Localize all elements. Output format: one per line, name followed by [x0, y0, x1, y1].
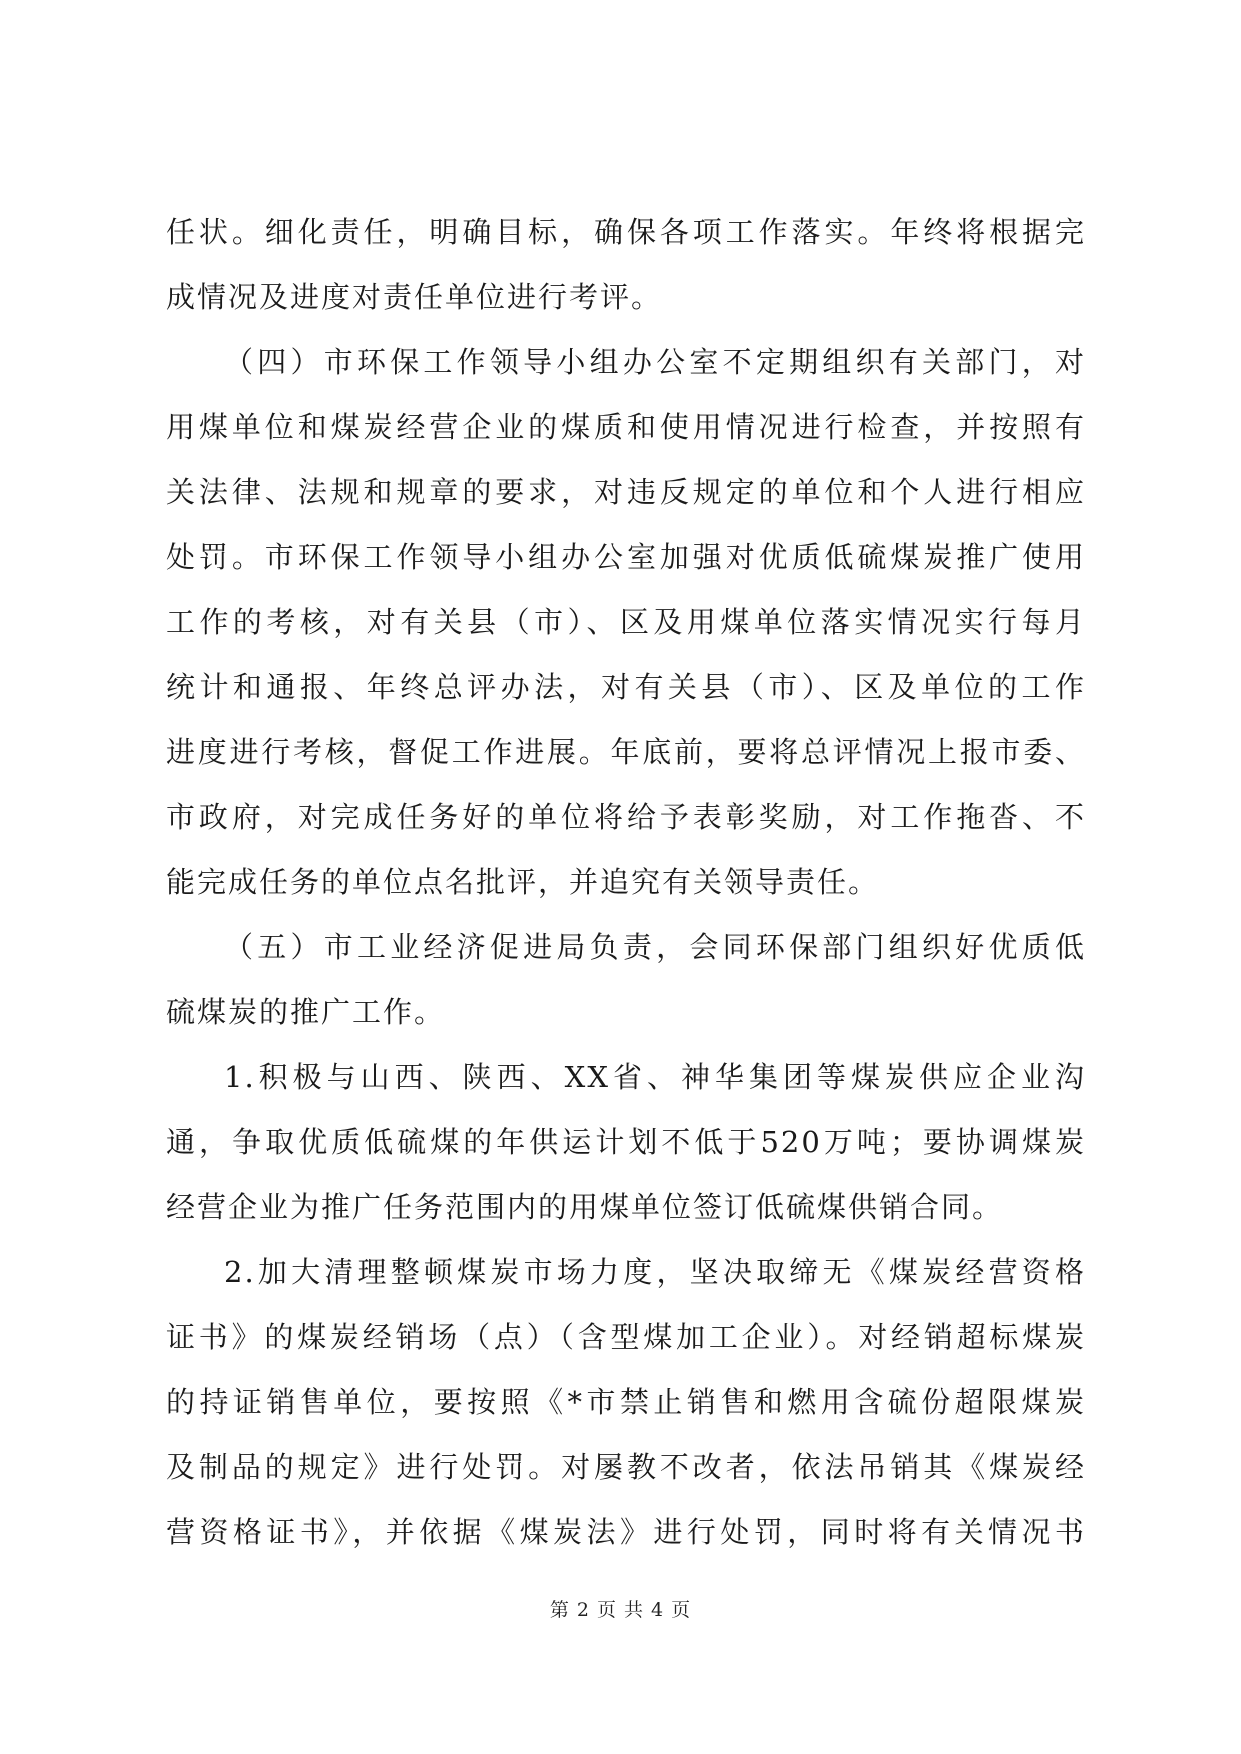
document-body	[166, 200, 1086, 1565]
text-line: 任状。细化责任，明确目标，确保各项工作落实。年终将根据完	[166, 215, 1086, 249]
text-line: 进度进行考核，督促工作进展。年底前，要将总评情况上报市委、	[166, 735, 1086, 769]
text-line: （四）市环保工作领导小组办公室不定期组织有关部门，对	[224, 345, 1086, 379]
text-line: 能完成任务的单位点名批评，并追究有关领导责任。	[166, 865, 880, 899]
text-line: 的持证销售单位，要按照《*市禁止销售和燃用含硫份超限煤炭	[166, 1385, 1086, 1419]
text-line: 关法律、法规和规章的要求，对违反规定的单位和个人进行相应	[166, 475, 1086, 509]
text-line: 工作的考核，对有关县（市）、区及用煤单位落实情况实行每月	[166, 605, 1086, 639]
text-line: （五）市工业经济促进局负责，会同环保部门组织好优质低	[224, 930, 1086, 964]
text-line: 市政府，对完成任务好的单位将给予表彰奖励，对工作拖沓、不	[166, 800, 1086, 834]
text-line: 1.积极与山西、陕西、XX省、神华集团等煤炭供应企业沟	[224, 1060, 1086, 1094]
text-line: 经营企业为推广任务范围内的用煤单位签订低硫煤供销合同。	[166, 1190, 1004, 1224]
text-line: 成情况及进度对责任单位进行考评。	[166, 280, 663, 314]
text-line: 及制品的规定》进行处罚。对屡教不改者，依法吊销其《煤炭经	[166, 1450, 1086, 1484]
text-line: 营资格证书》，并依据《煤炭法》进行处罚，同时将有关情况书	[166, 1515, 1086, 1549]
text-line: 处罚。市环保工作领导小组办公室加强对优质低硫煤炭推广使用	[166, 540, 1086, 574]
text-line: 通，争取优质低硫煤的年供运计划不低于520万吨；要协调煤炭	[166, 1125, 1086, 1159]
text-line: 证书》的煤炭经销场（点）（含型煤加工企业）。对经销超标煤炭	[166, 1320, 1086, 1354]
page-number-footer: 第 2 页 共 4 页	[549, 1599, 692, 1621]
text-line: 用煤单位和煤炭经营企业的煤质和使用情况进行检查，并按照有	[166, 410, 1086, 444]
text-line: 硫煤炭的推广工作。	[166, 995, 446, 1029]
text-line: 2.加大清理整顿煤炭市场力度，坚决取缔无《煤炭经营资格	[224, 1255, 1086, 1289]
text-line: 统计和通报、年终总评办法，对有关县（市）、区及单位的工作	[166, 670, 1086, 704]
